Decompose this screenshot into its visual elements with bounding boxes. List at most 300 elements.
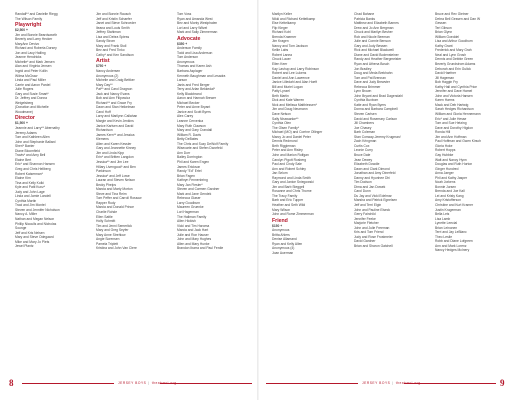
donor-name: Sounge	[15, 226, 27, 231]
donor-name: Richardson	[96, 128, 113, 133]
donor-name: Jeff and Kristin Schaefer	[96, 16, 132, 21]
donor-name: Mark and Jane Gendek	[177, 191, 212, 196]
donor-name: Anonymous (4)	[272, 246, 295, 251]
donor-name: Aaron and Hannah Brewer	[177, 96, 217, 101]
donor-name: Linda and Paul Miller	[15, 78, 46, 83]
donor-name: Patty Lynzel	[272, 89, 290, 94]
donor-name: Heather and Seth Wild	[272, 202, 306, 207]
donor-name: Kathy Hall and Cynthia Price	[435, 84, 477, 89]
donor-name: Jonathan and Amy Dinerfeld	[354, 171, 396, 176]
giving-level-amount: $150 +	[272, 223, 283, 228]
donor-name: Elaine Bert	[15, 157, 32, 162]
donor-name: Lisa Lamb	[435, 216, 451, 221]
donor-name: John and Marion Rolfgan	[272, 152, 309, 157]
donor-column-2	[96, 12, 176, 382]
donor-name: Brian and Sharon Gatchell	[354, 243, 393, 248]
donor-name: Mary and Frank Stoll	[96, 43, 127, 48]
donor-name: Charlie Rohde	[96, 209, 118, 214]
donor-name: Walt and Nancy Hynn	[435, 157, 467, 162]
donor-name: Pat** and Carol Dragnon	[96, 87, 133, 92]
donor-name: Ileana and Louis Smith	[96, 25, 130, 30]
donor-name: Carol Hoff	[96, 109, 111, 114]
donor-name: Jessica* and Jeff Lowe	[96, 173, 130, 178]
donor-name: Weigelsberg	[15, 100, 34, 105]
giving-level-amount: $350 +	[177, 41, 188, 46]
donor-name: Peter and Anne Bryant	[177, 105, 211, 110]
page-number-left: 8	[9, 378, 14, 388]
donor-name: Amy Kristofferson	[435, 198, 461, 203]
donor-name: Hillary Livengood* and Ben	[96, 164, 136, 169]
donor-name: Carolyn Pigott Rosberg	[272, 157, 307, 162]
donor-name: Brian Glynn	[435, 30, 453, 35]
donor-name: Robert Lanea	[272, 52, 292, 57]
donor-name: John Bryant and Brad Dagendahl	[354, 93, 403, 98]
donor-name: Barb and Eric Tupper	[272, 198, 304, 203]
donor-name: Tom Anderson	[177, 55, 199, 60]
donor-name: Marjorie Fletcher	[354, 221, 379, 226]
donor-name: Steven and Jennifer Nicholson	[15, 207, 60, 212]
donor-name: Ann Dorr	[177, 150, 191, 155]
donor-name: Mary and Greg Seyfer	[96, 228, 129, 233]
donor-name: James Kern** and Jessica	[96, 132, 135, 137]
donor-name: Chad Bahane	[354, 12, 375, 16]
donor-name: Steven Carlsen	[354, 112, 377, 117]
donor-name: Anonymous	[272, 228, 290, 233]
donor-name: Brian Fagen	[177, 173, 195, 178]
donor-name: Mary and Gary Crandall	[177, 128, 212, 133]
donor-name: Kathryn Fennenbring	[177, 178, 208, 183]
donor-name: Judy and John Lage	[15, 189, 45, 194]
donor-name: Steven and Carmen Gardner	[177, 187, 220, 192]
donor-name: Robert and Lee Lukens	[272, 71, 307, 76]
donor-name: Joe Chasey	[354, 125, 372, 130]
donor-name: Parkinson	[96, 169, 111, 174]
donor-name: Barb Coleman	[354, 130, 376, 135]
donor-name: Tom and Kathleen Allen	[15, 135, 50, 140]
donor-name: Ingrid and Peter Kollin	[15, 69, 48, 74]
donor-name: Danny and Hyunhee Dhi	[354, 175, 390, 180]
donor-name: Janet and Steve Schroeder	[96, 21, 136, 26]
donor-name: Brandon Ibarra and Paul Ferdie	[177, 246, 224, 251]
donor-name: Elaine Kim	[15, 176, 31, 181]
donor-name: Robert Kaiserman*	[15, 171, 43, 176]
donor-name: Chuck and Marilyn Besher	[354, 30, 393, 35]
donor-name: Wilma McGraw	[15, 73, 38, 78]
donor-name: Patricia Banks	[354, 16, 376, 21]
donor-name: Thomas and Karen Ash	[177, 64, 212, 69]
donor-name: Jeff and Kris Nelsen	[15, 230, 45, 235]
donor-name: Erin* and Britten Langdon	[96, 155, 134, 160]
donor-name: Kyle and Patti Kunz*	[15, 185, 46, 190]
donor-name: Else Kettelkamp	[272, 21, 296, 26]
donor-name: Mary Wilson	[272, 207, 291, 212]
donor-name: Richard** and Grace Fry	[96, 100, 132, 105]
donor-name: Dave and Judy Brewster	[354, 80, 390, 85]
footer-left-site: theatreci.org	[151, 381, 177, 385]
donor-name: Kathy Grant	[435, 43, 453, 48]
donor-name: Ronda Hill	[435, 130, 451, 135]
donor-name: Beth Martin	[272, 93, 289, 98]
donor-name: Phillip Nicoulls and Nicholas	[15, 221, 57, 226]
donor-name: Terri and Jay LeBlanc	[435, 230, 467, 235]
donor-name: Beverly and Larry Hecker	[15, 37, 53, 42]
donor-name: Joan Auerman	[272, 250, 294, 255]
donor-name: Ryan and Amanda West	[177, 16, 213, 21]
donor-name: James Erickson	[177, 164, 201, 169]
donor-name: Robb and Diane Lofgreen	[435, 239, 473, 244]
donor-name: Sarah Hedges Richardson	[435, 107, 474, 112]
donor-name: Jim and Barb Steggell	[272, 184, 305, 189]
donor-name: Peter and Ann Risley	[272, 148, 303, 153]
donor-name: Matthew and Elizabeth Barnes	[354, 21, 399, 26]
donor-name: Janice and Scott Byers	[177, 109, 211, 114]
donor-name: John and Victoria Hansen	[435, 93, 473, 98]
donor-name: Bill and Muriel Logan	[272, 84, 303, 89]
donor-column-1	[15, 12, 95, 382]
donor-name: Bob Haggin Fry	[435, 80, 458, 85]
donor-name: Bella Leis	[435, 212, 450, 217]
giving-level-amount: $750 +	[96, 64, 107, 69]
donor-name: Du Jay and Vicki Edelmar	[354, 193, 392, 198]
donor-name: Jeff and Terri Elgin	[354, 202, 382, 207]
donor-name: Paul and Cindy Sale	[272, 162, 302, 167]
donor-name: Holly Schmitt	[96, 219, 116, 224]
donor-name: Alex Carey	[177, 114, 194, 119]
donor-name: Nancy and Tom Jackson	[272, 43, 308, 48]
donor-name: Barbara Asplager	[177, 69, 203, 74]
donor-name: The Olsen Family*	[272, 125, 300, 130]
donor-name: The Hallman Family	[177, 214, 207, 219]
donor-name: Dawn and Clark Dimond	[354, 166, 390, 171]
donor-name: Julie Rogers	[15, 87, 34, 92]
donor-name: Marilyn Keller	[272, 12, 292, 16]
donor-name: Gary and Janice Sniegowski	[272, 180, 314, 185]
donor-name: Bailey Dorrington	[177, 155, 203, 160]
donor-name: Traci and Jim Montel	[15, 203, 46, 208]
footer-right-site: theatreci.org	[395, 381, 421, 385]
donor-name: Marsha and Patrick Egnelsen	[354, 198, 398, 203]
donor-name: Jim and Bonnie Beardsworth	[15, 32, 58, 37]
donor-name: Lauran and Steven Nelson	[96, 178, 136, 183]
donor-name: Todd and Lisa Anderson	[177, 50, 213, 55]
donor-name: Eric* and Julie Hesse	[435, 116, 467, 121]
donor-name: Mary and Steve Odegaard	[15, 235, 54, 240]
donor-name: Gloria Hoke	[435, 143, 453, 148]
donor-name: Marcia and Donald Prince	[96, 205, 134, 210]
donor-name: John and Julie Freeman	[354, 225, 390, 230]
donor-name: Lisa and Debra Spiess	[96, 34, 130, 39]
giving-level-heading: Director	[15, 115, 35, 122]
donor-name: Michael (MO) and Corrine Ollinger	[272, 130, 323, 135]
giving-level-heading: Playwright	[15, 22, 42, 29]
donor-name: Ginger Hundred	[435, 166, 459, 171]
donor-name: Drew and Jo Ann Bergman	[354, 25, 394, 30]
donor-name: Mary Ruth Clawson	[177, 123, 206, 128]
donor-name: Ryan and Kelly Allen	[272, 241, 303, 246]
donor-name: Nancy Hedges McInery	[435, 248, 470, 253]
donor-name: Cynthia Buxbom	[354, 98, 379, 103]
donor-name: Sandy Strom	[96, 39, 116, 44]
donor-name: William and Gloria Hennemann	[435, 112, 481, 117]
donor-name: Mike and Mary Jo Plets	[15, 239, 50, 244]
donor-name: Betty DeBates	[177, 137, 199, 142]
donor-name: Kelly Blackbrand	[177, 91, 202, 96]
donor-name: Nancy A. Miller	[15, 212, 37, 217]
donor-name: Rick and Michael Blackwell	[354, 48, 394, 53]
donor-name: Bev and Monty Westphalen	[177, 21, 218, 26]
donor-name: Bruce and Rev Gietner	[435, 12, 469, 16]
donor-name: Tom Voss	[177, 12, 192, 16]
footer-left-title: JERSEY BOYS	[118, 381, 147, 385]
donor-name: Allen and Karen Kessler	[96, 141, 132, 146]
donor-name: Kristina and John Van Clere	[96, 246, 137, 251]
donor-name: Marcia and Jack Hart	[177, 228, 209, 233]
donor-name: Jeremy Adams	[15, 130, 37, 135]
donor-name: Beverly Grundstrom Adams	[435, 62, 476, 67]
donor-name: David Gardner	[354, 239, 376, 244]
donor-name: Randy "Ed" Ertel	[177, 169, 202, 174]
donor-name: Rapper Rudy	[96, 200, 116, 205]
giving-level-heading: Advocate	[177, 35, 201, 42]
donor-name: Jan Selom	[272, 171, 288, 176]
donor-name: Tina and Kelly Kolki	[15, 180, 44, 185]
donor-name: Raymond and Linda Smith	[272, 175, 311, 180]
donor-name: Dick and Kate Warren	[272, 98, 305, 103]
donor-name: Dima and Jan Dowek	[354, 184, 386, 189]
donor-name: Kay Lashup and Larry Robinson	[272, 66, 320, 71]
donor-name: Jim and Linda Kipp	[96, 150, 125, 155]
donor-name: Nancy Andersen	[96, 69, 121, 74]
donor-name: Greg and Chris Hellberg	[15, 166, 51, 171]
donor-name: Alan and Virginia Jensen	[15, 64, 52, 69]
donor-name: Jim Kragen	[272, 39, 289, 44]
donor-name: Terry and Arlan Bekkedal*	[177, 87, 215, 92]
donor-name: John and Stephanie Ballard	[15, 139, 56, 144]
donor-name: Lori Hagerman	[177, 209, 199, 214]
donor-name: Michelle* and Mark Jensen	[15, 59, 55, 64]
donor-name: Julie and Ron Hauser	[177, 232, 209, 237]
donor-name: Jeannie and Larry** Abernathy	[15, 126, 60, 131]
donor-name: Rebecca Glaser	[177, 196, 201, 201]
donor-name: William R. Davis	[177, 132, 201, 137]
donor-name: Christine and Kurt Kramer	[435, 202, 474, 207]
donor-column-5	[354, 12, 434, 382]
donor-name: Brian Leinonen	[435, 225, 458, 230]
donor-name: MaryAnn Devivo	[15, 41, 40, 46]
donor-name: Mark and Sally Zimmerman	[177, 30, 218, 35]
donor-name: Donna and Barbara Campbell	[354, 107, 398, 112]
donor-name: Lynn Brown	[354, 89, 372, 94]
donor-name: Gessen	[435, 21, 447, 26]
donor-name: Anonymous (2)	[96, 73, 119, 78]
donor-name: Jack and Nancy Evans	[96, 91, 130, 96]
donor-name: Flip Kleger	[272, 25, 288, 30]
donor-name: Dawn and Stan Heikelman	[96, 105, 136, 110]
donor-name: John and Mary Hughes	[177, 237, 212, 242]
donor-name: Sally Nisswanke**	[272, 116, 299, 121]
donor-name: Nikki and Richard Kettelkamp	[272, 16, 316, 21]
donor-name: Jessica** and Jim Lee	[96, 159, 129, 164]
donor-name: Michael Becker	[177, 100, 200, 105]
donor-name: Teri Gibson	[435, 25, 452, 30]
donor-name: Jennifer Feeke	[354, 216, 376, 221]
donor-name: Dennis Redmond	[272, 139, 298, 144]
donor-name: Jim and Ann Hoffman	[435, 134, 467, 139]
donor-name: Daniel and Ann Lawrence	[272, 75, 310, 80]
donor-name: Tom and Sue Hetzing	[435, 121, 467, 126]
donor-name: The Wilson Family	[15, 16, 43, 21]
donor-name: Gary and Susie Smart*	[15, 91, 49, 96]
donor-name: Anna Jaeger	[435, 171, 454, 176]
donor-name: Klemens	[96, 137, 109, 142]
donor-name: Tom and Pat Brennan	[354, 75, 386, 80]
donor-name: Vicki and Tim Haroma	[177, 223, 210, 228]
donor-name: Jennifer and Dave Hamel	[435, 89, 473, 94]
donor-name: Anderson Family	[177, 46, 202, 51]
donor-name: Phil and Karen Engen	[177, 159, 210, 164]
donor-name: Kris and Tom Friend	[354, 230, 384, 235]
donor-name: Douglas and Ruth Horton	[435, 162, 473, 167]
giving-level-amount: $1,500 +	[15, 121, 28, 126]
donor-name: Bonnie Jursen	[435, 184, 457, 189]
donor-name: Jill Chambers	[354, 121, 374, 126]
donor-name: Curtis Cox	[354, 143, 370, 148]
donor-name: Karen Harms	[435, 98, 455, 103]
page-number-right: 9	[500, 378, 505, 388]
donor-name: Ann and Robert Schley	[272, 166, 306, 171]
donor-name: Jim and Doug Neumann	[272, 107, 308, 112]
donor-name: Gary and Jeannette Kinney	[96, 146, 136, 151]
donor-name: Neal and Lynn Grosh	[435, 52, 467, 57]
donor-name: Theo Leslie	[435, 234, 453, 239]
donor-name: Chuck Lauer	[272, 57, 291, 62]
donor-name: Debra Bell Gessen and Dan W	[435, 16, 481, 21]
donor-name: Nathan and Megan Nelson	[15, 216, 55, 221]
donor-name: Kenneth Baughman and Lesadra	[177, 73, 226, 78]
donor-name: John and Pauline Elseck	[354, 207, 391, 212]
footer-right-caption	[362, 381, 421, 385]
donor-name: Jim and Bonnie Rausch	[96, 12, 131, 16]
donor-name: Jeanne Hendricks	[15, 55, 42, 60]
donor-name: Nick and Melissa Matthiessen*	[272, 102, 317, 107]
donor-name: Lisa and Arthur Goodburn	[435, 39, 473, 44]
donor-name: Mary Day**	[96, 82, 113, 87]
donor-name: Becky Phelps	[96, 182, 116, 187]
donor-name: Larry Goodburn	[177, 200, 201, 205]
donor-name: Ellen Sattle	[96, 214, 113, 219]
donor-name: Zach Kringman	[354, 139, 377, 144]
footer-left-caption	[118, 381, 177, 385]
donor-name: Mary Jan Fiesler*	[177, 182, 203, 187]
donor-name: Julie and Connie Benson	[354, 39, 391, 44]
donor-name: Tim Dodson	[354, 180, 372, 185]
donor-name: Michelle and Craig Bettker	[96, 78, 135, 83]
donor-name: Bob and Ann Filipowicz	[96, 96, 131, 101]
donor-name: Rebecca Brimmer	[354, 84, 381, 89]
donor-name: Dennis and Debbie Green	[435, 57, 474, 62]
donor-name: Dave and Dorothy Higdon	[435, 125, 473, 130]
donor-name: Ryan and Athena Bosch	[354, 62, 390, 67]
donor-name: Marcia and Marty Morton	[96, 187, 133, 192]
donor-name: Steve and Tina Reim	[96, 191, 127, 196]
donor-name: Ellen Keer	[272, 62, 288, 67]
donor-name: Deborah and Erin Gulick	[435, 66, 471, 71]
donor-name: Stan Conway-Jeremy Krugman/	[354, 134, 401, 139]
donor-name: Dave Nelson	[272, 112, 291, 117]
donor-name: Justin Krugerman	[435, 207, 461, 212]
donor-name: Pamela Triplett	[96, 241, 118, 246]
donor-name: Frederick and Mary Grah	[435, 48, 472, 53]
donor-name: Richard and Roberta Dorsey	[15, 46, 57, 51]
donor-name: Jewel Plantz	[15, 244, 34, 249]
donor-name: Richard Kohl	[272, 30, 291, 35]
donor-name: Rob and Nicole Beeman	[354, 34, 390, 39]
footer-right-separator: |	[392, 381, 394, 385]
donor-name: Wisecarte and Stefen Dworfeld	[177, 146, 223, 151]
donor-name: Cynthia Olen	[272, 121, 292, 126]
donor-name: Janice Karlsen and David	[96, 123, 134, 128]
center-gutter	[257, 0, 259, 400]
giving-level-amount: $2,500 +	[15, 28, 28, 33]
donor-name: Woodmane)	[15, 109, 33, 114]
giving-level-heading: Artist	[96, 58, 110, 65]
donor-name: Leanne Cervenka	[177, 119, 204, 124]
footer-left-separator: |	[148, 381, 150, 385]
donor-name: Britta Ahlers	[272, 232, 290, 237]
donor-name: Noah Jorkens	[435, 180, 456, 185]
donor-name: Doug and Meda Brekhahn	[354, 71, 393, 76]
donor-name: Diane and David Bodensteiner	[354, 52, 399, 57]
donor-name: (Donation and Michelle	[15, 105, 49, 110]
footer-rule-right-a	[266, 383, 358, 384]
donor-name: Lori and Larry Witzel	[177, 25, 208, 30]
donor-column-4	[272, 12, 352, 382]
donor-name: Rosanne and Chris Thorne	[272, 189, 312, 194]
donor-name: Carrie and Aaron Pardel	[15, 82, 51, 87]
donor-name: Linda and Jamie Landell	[15, 194, 51, 199]
donor-name: Paul Hoffman and Gwen Kirsch	[435, 139, 481, 144]
donor-name: Randy and Heather Bergmeister	[354, 57, 402, 62]
donor-name: Margie and Kevin Jenkins	[96, 119, 134, 124]
donor-name: Angie Sorensen	[96, 237, 120, 242]
donor-name: Anonymous	[177, 59, 195, 64]
footer-right-title: JERSEY BOYS	[362, 381, 391, 385]
footer-rule-left-a	[22, 383, 114, 384]
donor-name: Mary Anne Strehlow	[96, 232, 126, 237]
donor-name: Kellie Labs	[272, 48, 289, 53]
donor-name: Jeffrey Stahlman	[96, 30, 121, 35]
donor-name: Dr. Jeffrey and Donna	[15, 96, 48, 101]
donor-name: Bev and Fred Tinko	[96, 48, 125, 53]
donor-name: Judy and Rose Frostmeier	[354, 234, 393, 239]
donor-name: Carol Dunn	[354, 189, 371, 194]
donor-name: Brenda Kraemer	[272, 34, 297, 39]
donor-name: David and Rosemary Carlson	[354, 116, 398, 121]
donor-name: Gay Hubbke	[435, 152, 454, 157]
donor-name: Larry and Marilynn Callahan	[96, 114, 138, 119]
donor-name: Phil and Kathy Jasper	[435, 175, 468, 180]
donor-name: Diane Bloomfield	[15, 148, 40, 153]
donor-name: Marcy Jo and Daniel Peter	[272, 134, 311, 139]
donor-name: Robert Hopps	[435, 148, 456, 153]
donor-name: Beth Riggleman	[272, 143, 296, 148]
donor-name: The Tracy Family	[272, 193, 298, 198]
donor-name: Allen and Mary Hunke	[177, 241, 210, 246]
donor-name: Janice Lilledahl and Alan Hoeft	[272, 80, 318, 85]
donor-name: William Goeddel	[435, 34, 460, 39]
donor-name: Cathy* and Ken Sandison	[96, 52, 134, 57]
donor-name: Sheri* Baxter	[15, 144, 35, 149]
